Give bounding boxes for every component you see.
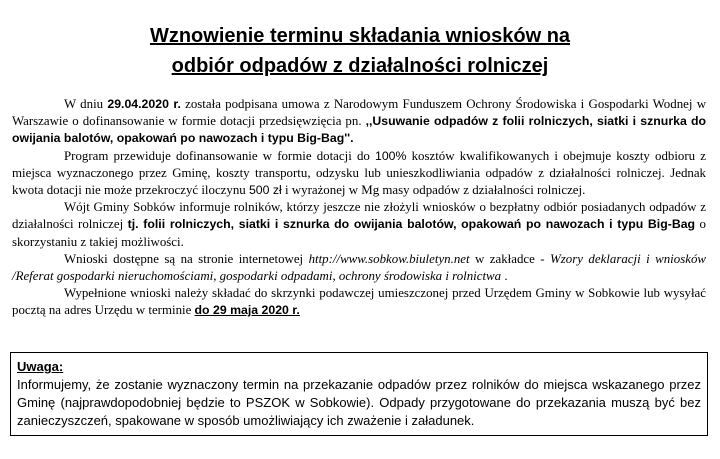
paragraph-forms: [12, 251, 706, 285]
title-line-1: Wznowienie terminu składania wniosków na: [149, 25, 571, 47]
title-line-2: odbiór odpadów z działalności rolniczej: [171, 55, 549, 77]
notice-heading: Uwaga:: [17, 359, 64, 374]
notice-box: [10, 352, 708, 436]
announcement-body: [12, 96, 706, 320]
paragraph-agreement: [12, 96, 706, 148]
p2-text-a: Program przewiduje dofinansowanie w formie dotacji do: [64, 148, 375, 163]
paragraph-submission: [12, 285, 706, 319]
agreement-date: 29.04.2020 r.: [107, 97, 181, 111]
website-link[interactable]: http://www.sobkow.biuletyn.net: [308, 251, 470, 266]
paragraph-program: [12, 148, 706, 200]
amount-per-mg: 500 zł: [248, 183, 282, 198]
paragraph-info: [12, 199, 706, 251]
p2-text-c: i wyrażonej w Mg masy odpadów z działalności rolniczej.: [281, 183, 586, 198]
p4-text-a: Wnioski dostępne są na stronie internetowej: [64, 251, 309, 266]
project-name: ,,Usuwanie odpadów z folii rolniczych, siatki i sznurka do owijania balotów, opakowań po nawozach i typu Big-Bag''.: [12, 114, 707, 146]
notice-text: Informujemy, że zostanie wyznaczony termin na przekazanie odpadów przez rolników do miejsca wskazanego przez Gminę (najprawdopodobniej będzie to PSZOK w Sobkowie). Odpady przygotowane do przekazania muszą być bez zanieczyszczeń, spakowane w sposób umożliwiający ich zważenie i załadunek.: [17, 377, 701, 428]
waste-types: tj. folii rolniczych, siatki i sznurka do owijania balotów, opakowań po nawozach i typu Big-Bag: [127, 217, 696, 232]
p5-text-a: Wypełnione wnioski należy składać do skrzynki podawczej umieszczonej przed Urzędem Gminy w Sobkowie lub wysyłać pocztą na adres Urzędu w terminie: [12, 286, 706, 318]
p2-text-b: kosztów kwalifikowanych i obejmuje koszty odbioru z miejsca wyznaczonego przez Gminę, koszty transportu, odzysku lub unieszkodliwiania odpadów z działalności rolniczej. Jednak kwota dotacji nie może przekroczyć iloczynu: [12, 148, 706, 198]
p1-text-a: W dniu: [64, 97, 108, 111]
p4-text-b: w zakładce -: [469, 251, 551, 266]
funding-percent: 100%: [374, 148, 407, 163]
p3-text-a: Wójt Gminy Sobków informuje rolników, którzy jeszcze nie złożyli wniosków o bezpłatny odbiór posiadanych odpadów z działalności rolniczej: [12, 200, 706, 232]
forms-path: Wzory deklaracji i wniosków /Referat gospodarki nieruchomościami, gospodarki odpadami, ochrony środowiska i rolnictwa: [12, 251, 706, 284]
p3-text-b: o skorzystaniu z takiej możliwości.: [12, 217, 706, 249]
p1-text-b: została podpisana umowa z Narodowym Funduszem Ochrony Środowiska i Gospodarki Wodnej w Warszawie o dofinansowanie w formie dotacji przedsięwzięcia pn.: [12, 97, 707, 129]
submission-deadline: do 29 maja 2020 r.: [194, 303, 300, 318]
p4-text-c: .: [501, 269, 508, 284]
